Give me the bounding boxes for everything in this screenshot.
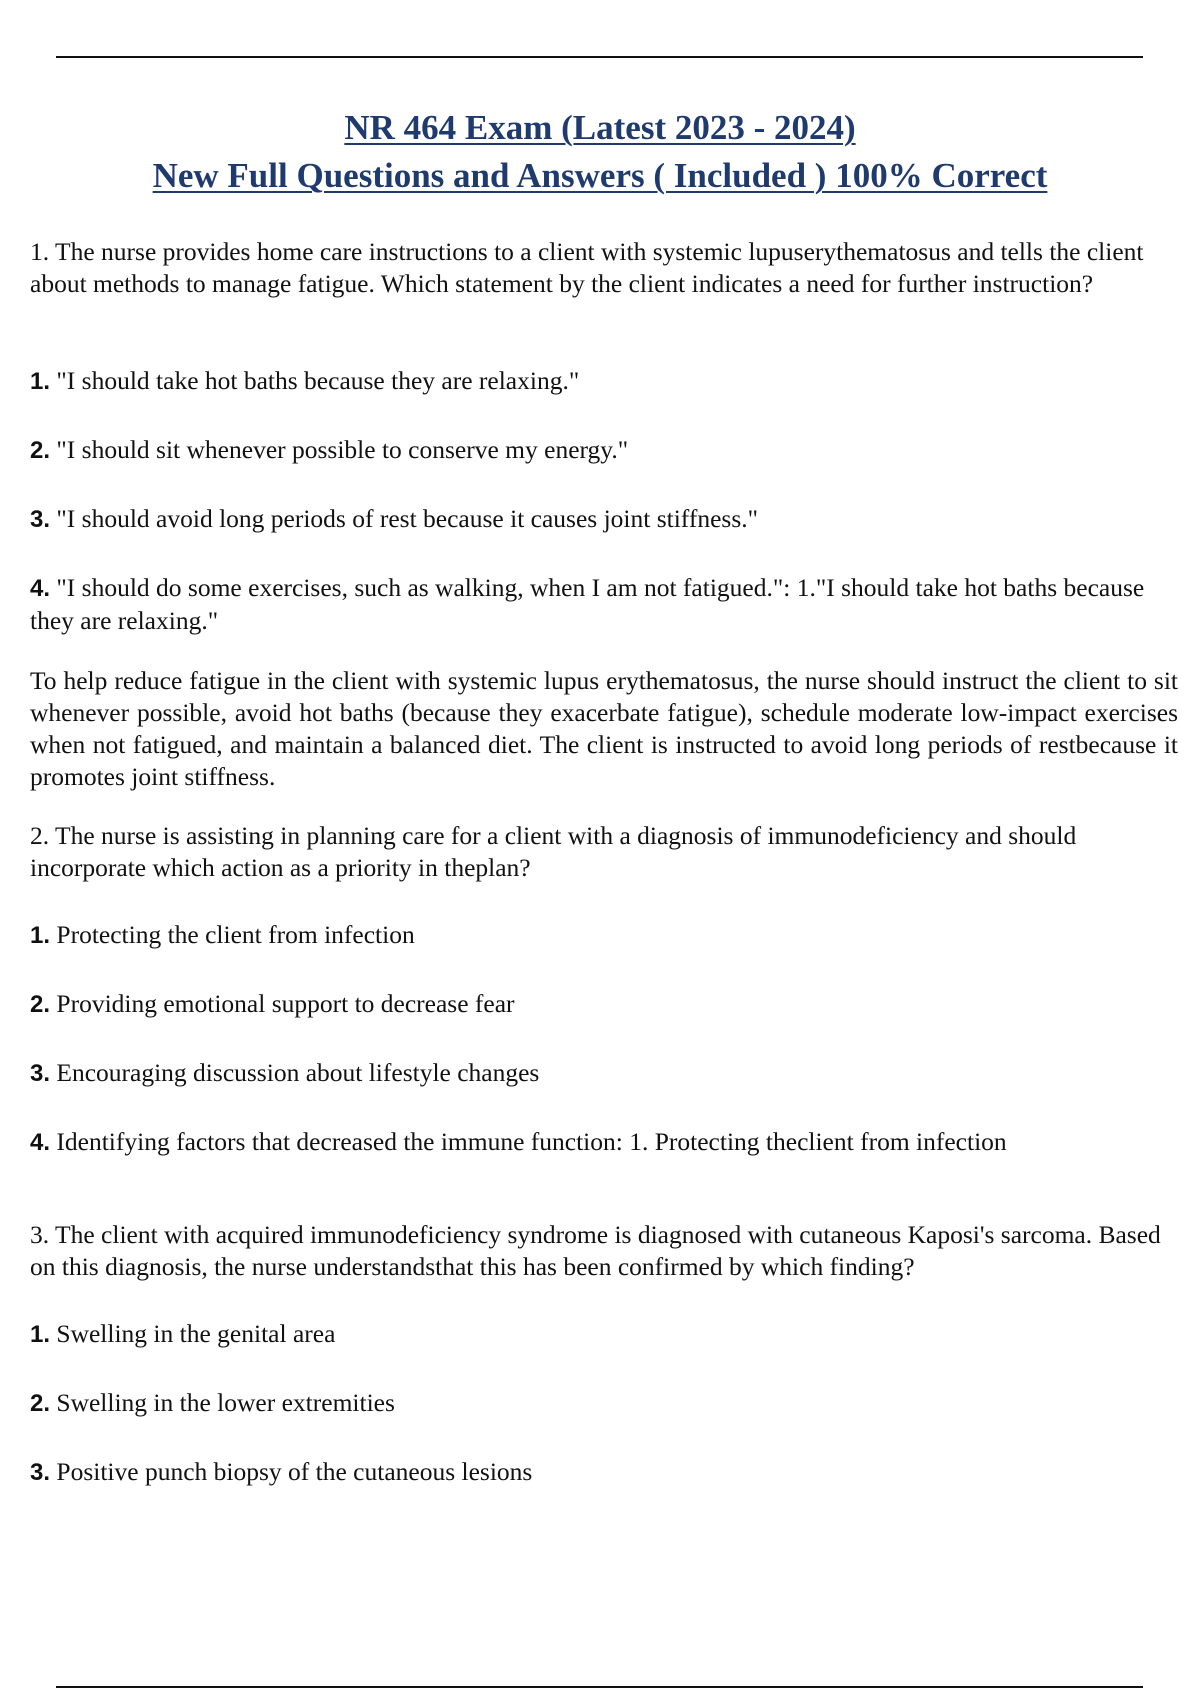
question-1-option-1 <box>30 365 1178 398</box>
option-text: "I should take hot baths because they are relaxing." <box>56 366 580 395</box>
option-number: 3. <box>30 1459 51 1486</box>
option-text: Providing emotional support to decrease fear <box>56 989 515 1018</box>
question-1-option-4 <box>30 572 1178 637</box>
option-number: 1. <box>30 1321 51 1348</box>
option-number: 2. <box>30 991 51 1018</box>
option-number: 3. <box>30 506 51 533</box>
option-number: 4. <box>30 575 51 602</box>
question-1-rationale: To help reduce fatigue in the client with systemic lupus erythematosus, the nurse should instruct the client to sit whenever possible, avoid hot baths (because they exacerbate fatigue), schedule moderate low-impact exercises when not fatigued, and maintain a balanced diet. The client is instructed to avoid long periods of restbecause it promotes joint stiffness. <box>30 666 1178 791</box>
question-1-stem: 1. The nurse provides home care instructions to a client with systemic lupuserythematosus and tells the client about methods to manage fatigue. Which statement by the client indicates a need for further instruction? <box>30 237 1144 298</box>
document-subtitle <box>0 154 1200 198</box>
option-text: "I should do some exercises, such as walking, when I am not fatigued.": 1."I should take hot baths because they are relaxing." <box>30 573 1145 635</box>
option-number: 1. <box>30 922 51 949</box>
question-2-option-2 <box>30 988 1178 1021</box>
question-2-option-3 <box>30 1057 1178 1090</box>
title-line-1: NR 464 Exam (Latest 2023 - 2024) <box>344 108 856 147</box>
option-text: Identifying factors that decreased the immune function: 1. Protecting theclient from infection <box>56 1127 1007 1156</box>
option-text: "I should sit whenever possible to conserve my energy." <box>56 435 629 464</box>
option-number: 3. <box>30 1060 51 1087</box>
question-2-option-4 <box>30 1126 1178 1159</box>
option-text: Swelling in the lower extremities <box>56 1388 395 1417</box>
option-number: 2. <box>30 437 51 464</box>
question-3-option-3 <box>30 1456 1178 1489</box>
option-text: Swelling in the genital area <box>56 1319 336 1348</box>
question-1-option-2 <box>30 434 1178 467</box>
option-text: "I should avoid long periods of rest because it causes joint stiffness." <box>56 504 759 533</box>
option-text: Positive punch biopsy of the cutaneous lesions <box>56 1457 533 1486</box>
title-line-2: New Full Questions and Answers ( Included ) 100% Correct <box>152 156 1048 195</box>
bottom-rule <box>56 1686 1143 1688</box>
question-2-option-1 <box>30 919 1178 952</box>
option-number: 4. <box>30 1129 51 1156</box>
question-1-option-3 <box>30 503 1178 536</box>
question-2-stem: 2. The nurse is assisting in planning care for a client with a diagnosis of immunodeficiency and should incorporate which action as a priority in theplan? <box>30 821 1077 882</box>
option-number: 2. <box>30 1390 51 1417</box>
question-3-option-2 <box>30 1387 1178 1420</box>
question-3-stem: 3. The client with acquired immunodeficiency syndrome is diagnosed with cutaneous Kaposi's sarcoma. Based on this diagnosis, the nurse understandsthat this has been confirmed by which finding? <box>30 1220 1161 1281</box>
option-text: Encouraging discussion about lifestyle changes <box>56 1058 540 1087</box>
document-title <box>0 106 1200 150</box>
top-rule <box>56 56 1143 58</box>
option-text: Protecting the client from infection <box>56 920 415 949</box>
option-number: 1. <box>30 368 51 395</box>
question-3-option-1 <box>30 1318 1178 1351</box>
